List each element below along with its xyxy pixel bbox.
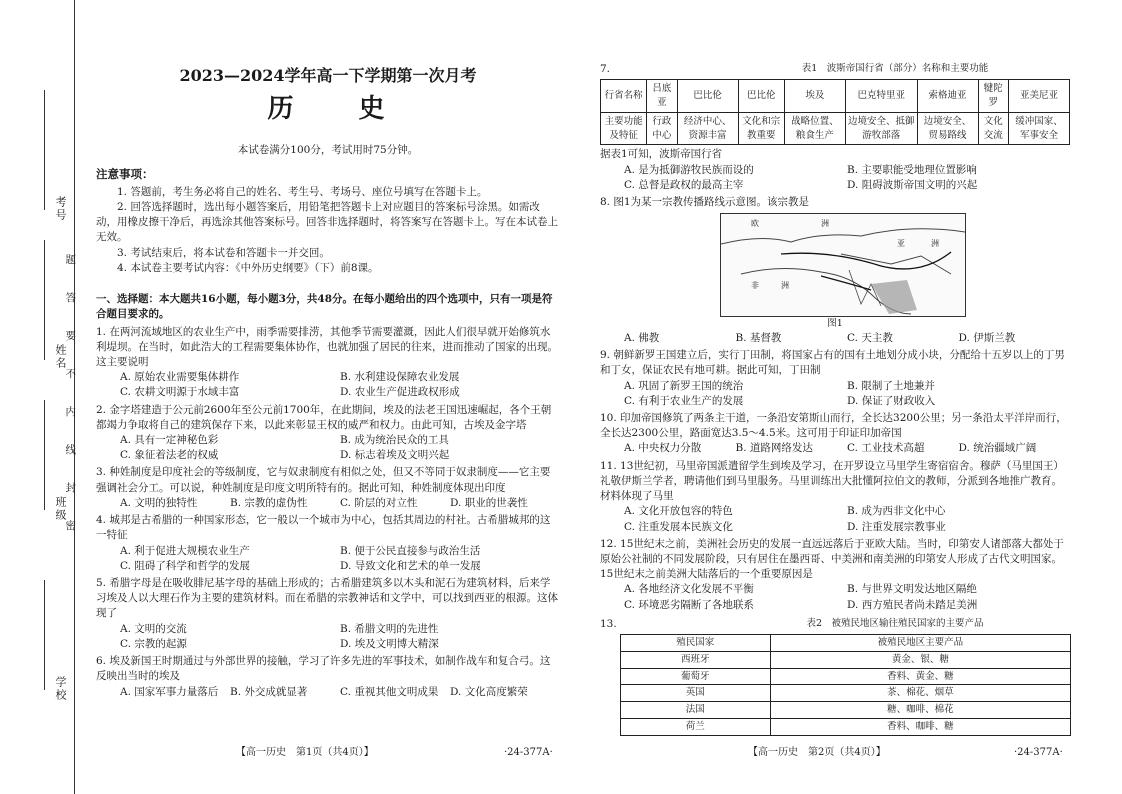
seal-char: 不 — [64, 368, 77, 379]
table1-cell: 边境安全、抵御游牧部落 — [845, 112, 917, 145]
table2-cell: 黄金、银、糖 — [770, 651, 1071, 668]
exam-number-line — [44, 90, 45, 210]
name-label: 姓名 — [53, 344, 67, 370]
option[interactable]: C. 重视其他文明成果 — [340, 685, 439, 698]
table1-cell: 边境安全、贸易路线 — [917, 112, 978, 145]
option[interactable]: C. 注重发展本民族文化 — [624, 520, 733, 533]
option[interactable]: C. 农耕文明源于水域丰富 — [120, 386, 240, 399]
option[interactable]: A. 巩固了新罗王国的统治 — [624, 379, 744, 392]
question — [600, 411, 1070, 457]
option[interactable]: B. 水利建设保障农业发展 — [340, 371, 460, 384]
table1-header-cell: 亚美尼亚 — [1008, 80, 1069, 113]
option[interactable]: D. 西方殖民者尚未踏足美洲 — [847, 598, 978, 611]
question-stem: 10. 印加帝国修筑了两条主干道，一条沿安第斯山而行，全长达3200公里；另一条沿太平洋岸而行，全长达2300公里，路面宽达3.5～4.5米。这可用于印证印加帝国 — [600, 412, 1067, 440]
option[interactable]: D. 埃及文明博大精深 — [340, 637, 439, 650]
seal-char: 线 — [64, 444, 77, 455]
section-heading: 一、选择题：本大题共16小题，每小题3分，共48分。在每小题给出的四个选项中，只有一项是符合题目要求的。 — [96, 293, 553, 321]
option[interactable]: A. 原始农业需要集体耕作 — [120, 371, 240, 384]
question-list — [600, 348, 1070, 613]
option[interactable]: B. 宗教的虚伪性 — [230, 496, 308, 509]
table2-cell: 香料、咖啡、糖 — [770, 718, 1071, 735]
question-options — [600, 441, 1070, 456]
table2-cell: 香料、黄金、糖 — [770, 668, 1071, 685]
figure1-caption: 图1 — [827, 318, 843, 330]
footer-code-2: ·24-377A· — [1014, 747, 1063, 758]
table1-header-cell: 吕底亚 — [647, 80, 677, 113]
class-line — [44, 400, 45, 510]
question — [600, 348, 1070, 409]
table2-cell: 法国 — [621, 702, 771, 719]
table2-row — [621, 685, 1071, 702]
option[interactable]: C. 有利于农业生产的发展 — [624, 394, 744, 407]
table2-header-row — [621, 635, 1071, 652]
table1-cell: 战略位置、粮食生产 — [784, 112, 845, 145]
map-label: 非 — [751, 281, 759, 291]
table2 — [620, 634, 1071, 736]
table1-cell: 经济中心、资源丰富 — [677, 112, 738, 145]
table1-row-label: 主要功能及特征 — [601, 112, 647, 145]
table1-caption: 表1 波斯帝国行省（部分）名称和主要功能 — [801, 63, 989, 74]
option[interactable]: D. 伊斯兰教 — [958, 331, 1016, 344]
seal-char: 封 — [64, 482, 77, 493]
footer-page-2: 【高一历史 第2页（共4页）】 — [748, 747, 886, 758]
question-options — [96, 685, 560, 700]
question-stem: 9. 朝鲜新罗王国建立后，实行丁田制，将国家占有的国有土地划分成小块，分配给十五岁以上的丁男和丁女，保证农民有地可耕。据此可知，丁田制 — [600, 349, 1065, 377]
q7-heading — [600, 62, 1070, 77]
question-stem: 2. 金字塔建造于公元前2600年至公元前1700年，在此期间，埃及的法老王国迅速崛起，各个王朝都竭力争取将自己的建筑保存下来，以此来彰显王权的威严和权力。由此可知，古埃及金字塔 — [96, 403, 552, 431]
question-stem: 4. 城邦是古希腊的一种国家形态，它一般以一个城市为中心，包括其周边的村社。古希腊城邦的这一特征 — [96, 514, 551, 542]
option[interactable]: C. 阻碍了科学和哲学的发展 — [120, 559, 250, 572]
note-item: 3. 考试结束后，将本试卷和答题卡一并交回。 — [117, 246, 330, 259]
note-item: 4. 本试卷主要考试内容：《中外历史纲要》（下）前8课。 — [117, 261, 379, 274]
map-label: 洲 — [781, 281, 789, 291]
exam-meta: 本试卷满分100分，考试用时75分钟。 — [237, 143, 419, 156]
option[interactable]: B. 主要职能受地理位置影响 — [847, 163, 977, 176]
question-options — [96, 496, 560, 511]
q7-options — [600, 163, 1070, 193]
option[interactable]: D. 阻碍波斯帝国文明的兴起 — [847, 178, 978, 191]
question-options — [96, 370, 560, 400]
school-label: 学校 — [53, 676, 67, 702]
option[interactable]: A. 各地经济文化发展不平衡 — [624, 583, 754, 596]
seal-char: 答 — [64, 292, 77, 303]
option[interactable]: A. 文明的交流 — [120, 622, 187, 635]
question — [96, 654, 560, 700]
question — [96, 513, 560, 574]
footer-page-1: 【高一历史 第1页（共4页）】 — [236, 747, 374, 758]
question-options — [96, 544, 560, 574]
table1-header-cell: 埃及 — [784, 80, 845, 113]
map-label: 洲 — [821, 219, 829, 229]
table1-header-cell: 行省名称 — [601, 80, 647, 113]
question-options — [600, 504, 1070, 534]
subject-title: 历 史 — [267, 94, 413, 125]
map-label: 洲 — [931, 239, 939, 249]
question — [96, 403, 560, 464]
note-item: 2. 回答选择题时，选出每小题答案后，用铅笔把答题卡上对应题目的答案标号涂黑。如需改动，用橡皮擦干净后，再选涂其他答案标号。回答非选择题时，将答案写在答题卡上。写在本试卷上无效。 — [96, 200, 558, 244]
table2-caption: 表2 被殖民地区输往殖民国家的主要产品 — [806, 617, 984, 629]
exam-title: 2023—2024学年高一下学期第一次月考 — [179, 66, 477, 85]
table2-header-cell: 殖民国家 — [621, 635, 771, 652]
question-options — [600, 582, 1070, 612]
option[interactable]: A. 佛教 — [624, 331, 660, 344]
option[interactable]: C. 总督是政权的最高主宰 — [624, 178, 744, 191]
question — [96, 465, 560, 511]
exam-number-label: 考号 — [53, 196, 67, 222]
option[interactable]: C. 宗教的起源 — [120, 637, 187, 650]
name-line — [44, 240, 45, 360]
table2-row — [621, 651, 1071, 668]
table2-cell: 茶、棉花、烟草 — [770, 685, 1071, 702]
question — [96, 325, 560, 401]
option[interactable]: D. 导致文化和艺术的单一发展 — [340, 559, 481, 572]
option[interactable]: A. 文明的独特性 — [120, 496, 198, 509]
question-list — [96, 325, 560, 700]
binding-strip — [0, 0, 82, 794]
option[interactable]: A. 中央权力分散 — [624, 442, 702, 455]
question-options — [96, 433, 560, 463]
option[interactable]: B. 便于公民直接参与政治生活 — [340, 544, 481, 557]
option[interactable]: A. 文化开放包容的特色 — [624, 505, 733, 518]
table2-cell: 葡萄牙 — [621, 668, 771, 685]
table1-header-cell: 巴克特里亚 — [845, 80, 917, 113]
table1-cell: 缓冲国家、军事安全 — [1008, 112, 1069, 145]
table1-header-cell: 巴比伦 — [677, 80, 738, 113]
option[interactable]: D. 统治疆域广阔 — [958, 442, 1037, 455]
q7-stem: 据表1可知，波斯帝国行省 — [600, 148, 723, 161]
table2-cell: 糖、咖啡、棉花 — [770, 702, 1071, 719]
table2-row — [621, 702, 1071, 719]
seal-char: 要 — [64, 330, 77, 341]
question-options — [96, 622, 560, 652]
q7-number: 7. — [600, 63, 611, 75]
table2-cell: 英国 — [621, 685, 771, 702]
option[interactable]: D. 注重发展宗教事业 — [847, 520, 946, 533]
question — [96, 576, 560, 652]
option[interactable]: D. 职业的世袭性 — [450, 496, 528, 509]
page-2 — [600, 62, 1070, 736]
table1-cell: 文化交流 — [978, 112, 1008, 145]
seal-char: 密 — [64, 520, 77, 531]
school-line — [44, 580, 45, 690]
table2-cell: 西班牙 — [621, 651, 771, 668]
table2-header-cell: 被殖民地区主要产品 — [770, 635, 1071, 652]
option[interactable]: D. 文化高度繁荣 — [450, 685, 528, 698]
notes-heading: 注意事项： — [96, 167, 154, 182]
seal-char: 内 — [64, 406, 77, 417]
map-label: 亚 — [897, 239, 905, 249]
q13-number: 13. — [600, 617, 617, 630]
option[interactable]: B. 成为统治民众的工具 — [340, 434, 449, 447]
option[interactable]: C. 工业技术高超 — [847, 442, 925, 455]
question — [600, 459, 1070, 535]
option[interactable]: B. 道路网络发达 — [735, 442, 813, 455]
question — [600, 537, 1070, 613]
option[interactable]: B. 成为西非文化中心 — [847, 505, 946, 518]
question-stem: 12. 15世纪末之前，美洲社会历史的发展一直远远落后于亚欧大陆。当时，印第安人诸部落大都处于原始公社制的不同发展阶段，只有居住在墨西哥、中美洲和南美洲的印第安人形成了古代文明国家。15世纪末之前美洲大陆落后的一个重要原因是 — [600, 537, 1064, 581]
table1-header-row — [601, 80, 1070, 113]
seal-char: 题 — [64, 254, 77, 265]
option[interactable]: A. 国家军事力量落后 — [120, 685, 219, 698]
notes-list — [96, 185, 560, 276]
option[interactable]: C. 天主教 — [847, 331, 893, 344]
option[interactable]: A. 利于促进大规模农业生产 — [120, 544, 250, 557]
q8-stem: 8. 图1为某一宗教传播路线示意图。该宗教是 — [600, 195, 810, 208]
option[interactable]: D. 保证了财政收入 — [847, 394, 936, 407]
footer-code-1: ·24-377A· — [504, 747, 553, 758]
table2-row — [621, 668, 1071, 685]
question-stem: 1. 在两河流域地区的农业生产中，雨季需要排涝，其他季节需要灌溉，因此人们很早就开始修筑水利堤坝。在当时，如此浩大的工程需要集体协作，也就加强了居民的往来，进而推动了国家的出现。这主要说明 — [96, 325, 558, 368]
class-label: 班级 — [53, 496, 67, 522]
option[interactable]: A. 是为抵御游牧民族而设的 — [624, 163, 754, 176]
option[interactable]: B. 基督教 — [735, 331, 782, 344]
question-options — [600, 379, 1070, 409]
option[interactable]: A. 具有一定神秘色彩 — [120, 434, 219, 447]
option[interactable]: B. 外交成就显著 — [230, 685, 308, 698]
question-stem: 3. 种姓制度是印度社会的等级制度，它与奴隶制度有相似之处，但又不等同于奴隶制度——它主要强调社会分工。可以说，种姓制度是印度文明所特有的。据此可知，种姓制度体现出印度 — [96, 466, 551, 494]
question-stem: 11. 13世纪初，马里帝国派遣留学生到埃及学习，在开罗设立马里学生寄宿宿舍。穆萨（马里国王）礼敬伊斯兰学者，聘请他们到马里服务。马里训练出大批懂阿拉伯文的教师，分派到各地推广教育。材料体现了马里 — [600, 459, 1064, 503]
table1-cell: 行政中心 — [647, 112, 677, 145]
option[interactable]: B. 希腊文明的先进性 — [340, 622, 439, 635]
table2-row — [621, 718, 1071, 735]
spread-route-map — [720, 213, 966, 317]
option[interactable]: C. 环境恶劣隔断了各地联系 — [624, 598, 754, 611]
table1-header-cell: 索格迪亚 — [917, 80, 978, 113]
note-item: 1. 答题前，考生务必将自己的姓名、考生号、考场号、座位号填写在答题卡上。 — [117, 185, 488, 198]
option[interactable]: C. 象征着法老的权威 — [120, 449, 219, 462]
table1-cell: 文化和宗教重要 — [738, 112, 784, 145]
option[interactable]: B. 与世界文明发达地区隔绝 — [847, 583, 977, 596]
option[interactable]: D. 农业生产促进政权形成 — [340, 386, 460, 399]
option[interactable]: B. 限制了土地兼并 — [847, 379, 935, 392]
table1-header-cell: 犍陀罗 — [978, 80, 1008, 113]
question-stem: 6. 埃及新国王时期通过与外部世界的接触，学习了许多先进的军事技术，如制作战车和复合弓。这反映出当时的埃及 — [96, 655, 551, 683]
table1 — [600, 79, 1070, 145]
table1-header-cell: 巴比伦 — [738, 80, 784, 113]
binding-line — [74, 0, 75, 794]
question-stem: 5. 希腊字母是在吸收腓尼基字母的基础上形成的；古希腊建筑多以木头和泥石为建筑材料，后来学习埃及人以大理石作为主要的建筑材料。而在希腊的宗教神话和文学中，可以找到西亚的根源。这体现了 — [96, 577, 558, 620]
table1-row — [601, 112, 1070, 145]
q13-heading — [600, 617, 1070, 632]
option[interactable]: C. 阶层的对立性 — [340, 496, 418, 509]
option[interactable]: D. 标志着埃及文明兴起 — [340, 449, 450, 462]
table2-cell: 荷兰 — [621, 718, 771, 735]
q8-options — [600, 331, 1070, 346]
page-1 — [96, 60, 560, 700]
map-label: 欧 — [751, 219, 759, 229]
